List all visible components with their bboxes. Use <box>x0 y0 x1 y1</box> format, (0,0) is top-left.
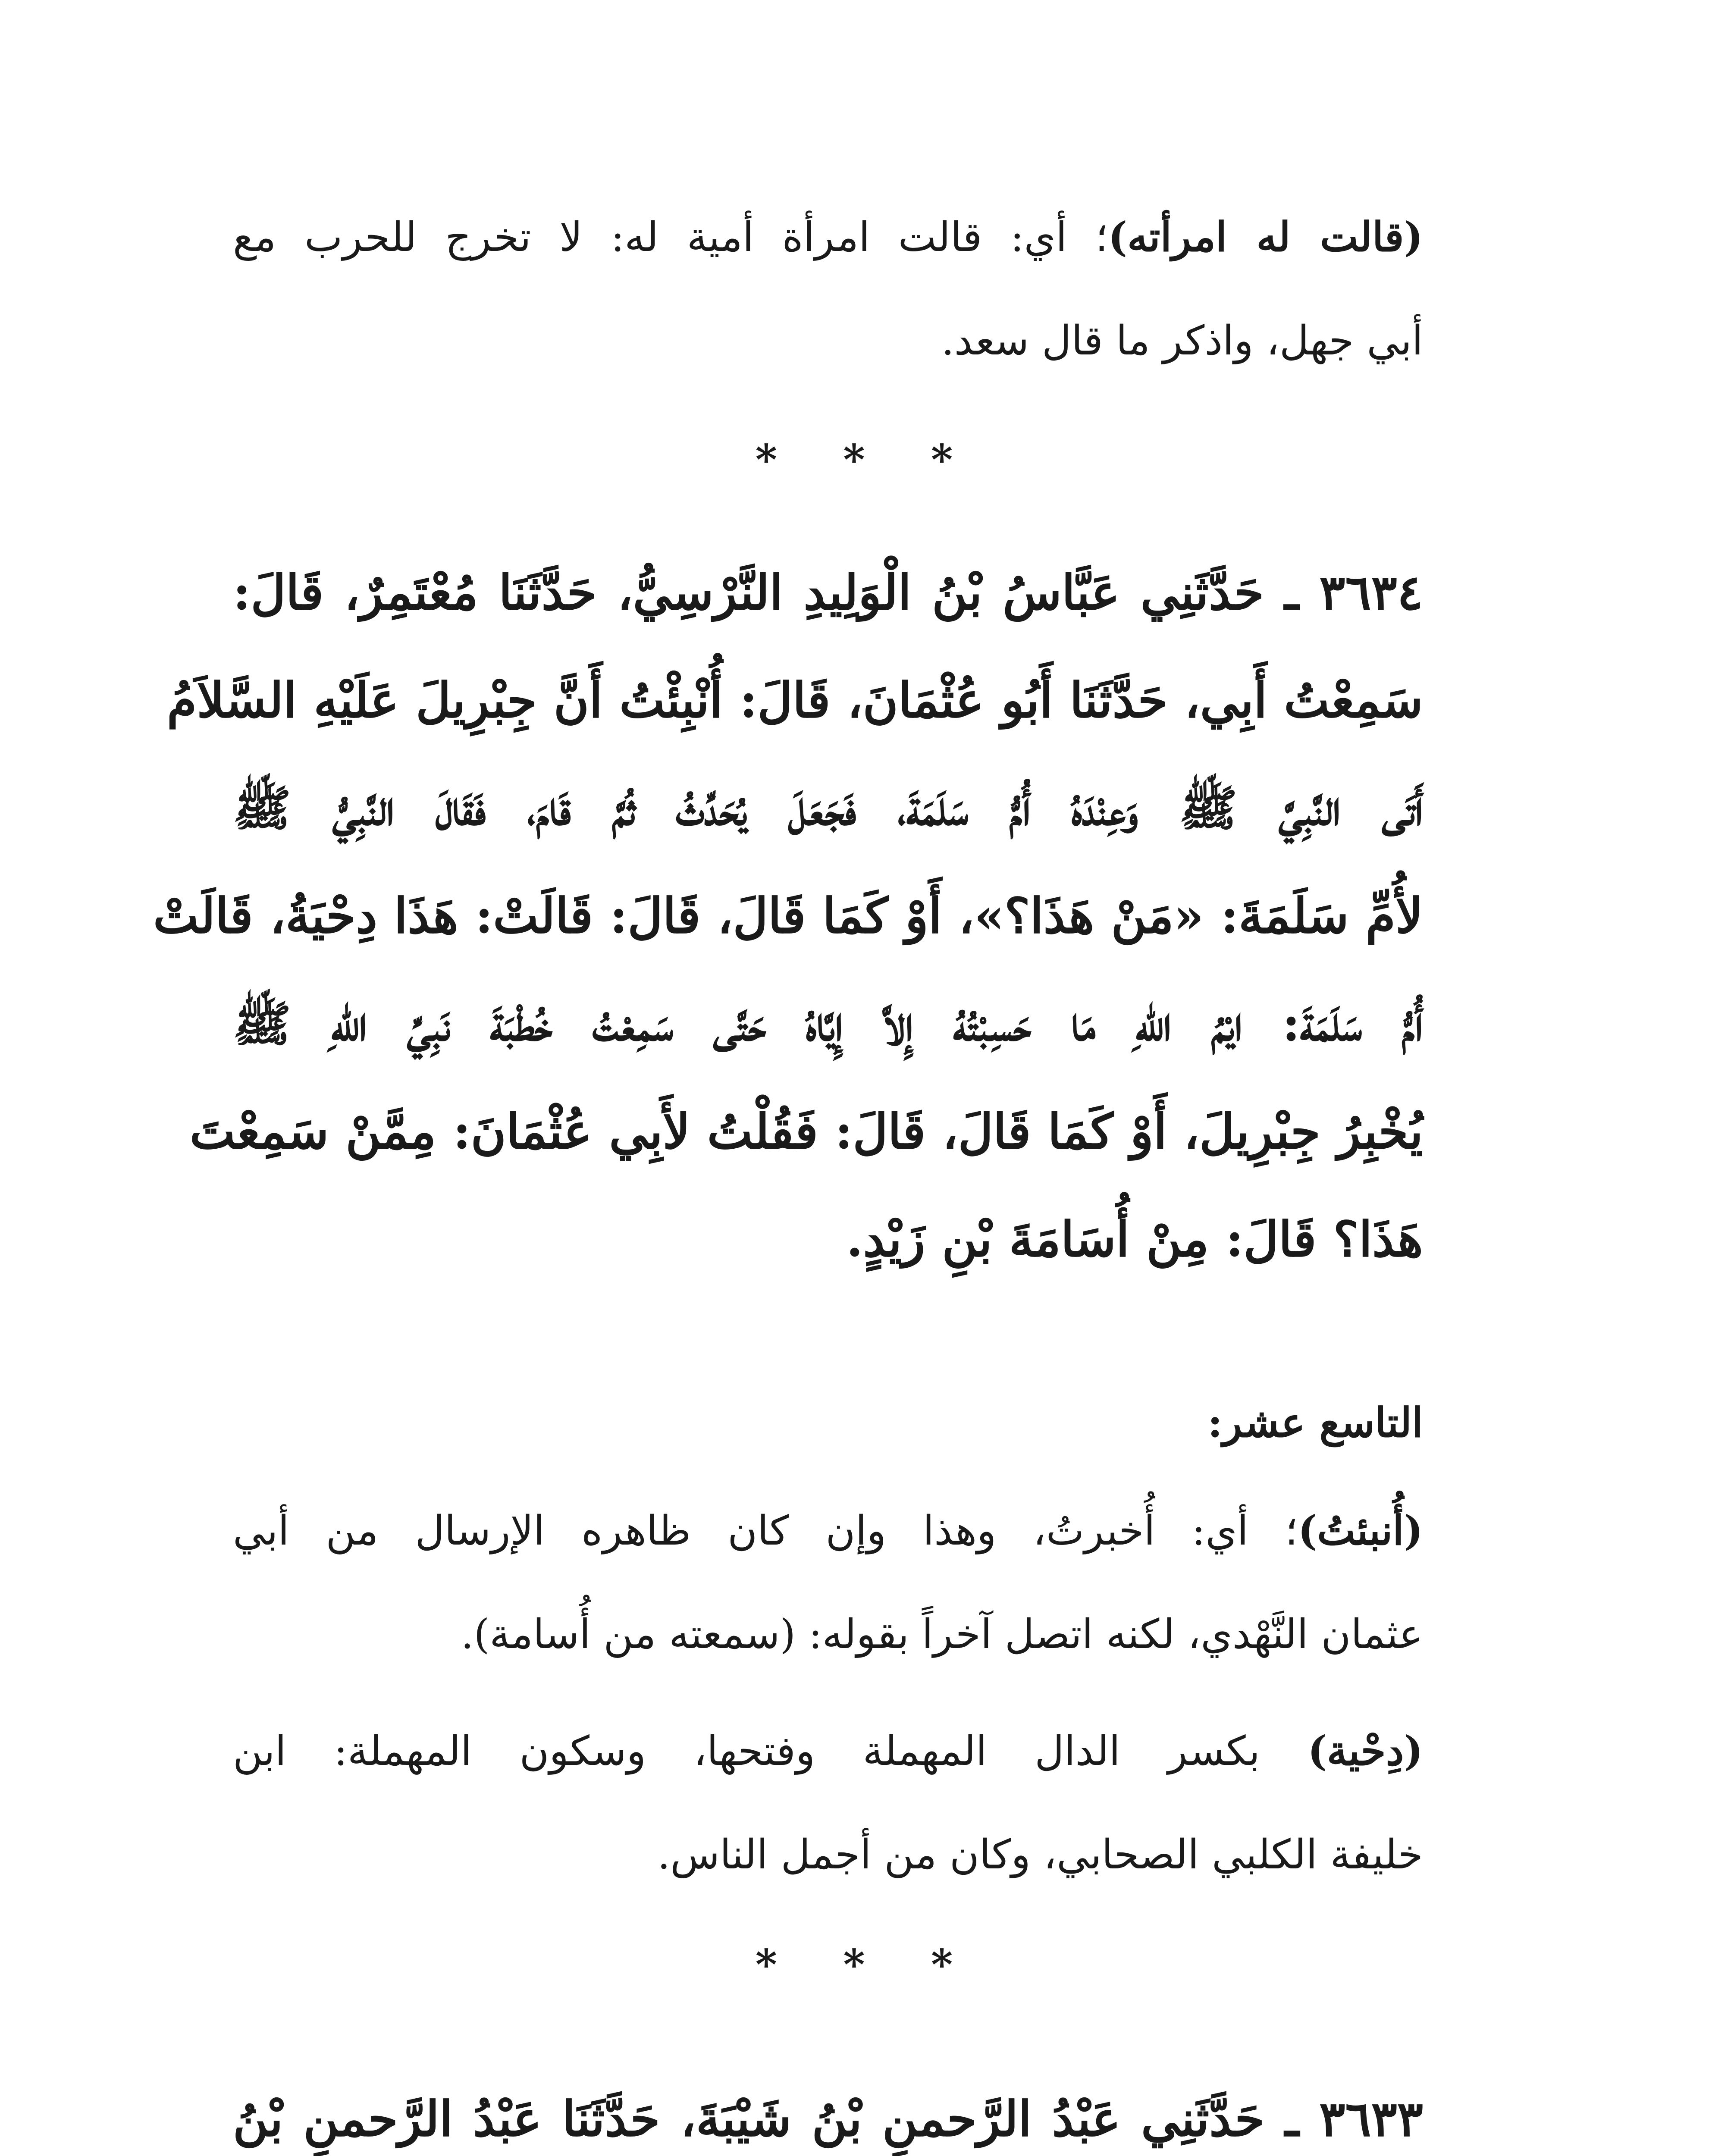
commentary-text: بكسر الدال المهملة وفتحها، وسكون المهملة: ابن <box>233 1728 1308 1775</box>
hadith-line: لأُمِّ سَلَمَةَ: «مَنْ هَذَا؟»، أَوْ كَمَا قَالَ، قَالَ: قَالَتْ: هَذَا دِحْيَةُ، قَالَتْ <box>153 888 1423 944</box>
hadith-line: سَمِعْتُ أَبِي، حَدَّثَنَا أَبُو عُثْمَانَ، قَالَ: أُنْبِئْتُ أَنَّ جِبْرِيلَ عَلَيْهِ السَّلاَمُ <box>167 672 1423 729</box>
commentary-text: ؛ أي: أُخبرتُ، وهذا وإن كان ظاهره الإرسال من أبي <box>233 1507 1298 1554</box>
commentary-text: ؛ أي: قالت امرأة أمية له: لا تخرج للحرب مع <box>233 214 1108 261</box>
section-separator: * * * <box>755 436 979 484</box>
commentary-paragraph-1 <box>233 185 1423 393</box>
heading-text: التاسع عشر: <box>1207 1399 1423 1447</box>
commentary-line <box>233 1479 1423 1583</box>
commentary-line: أبي جهل، واذكر ما قال سعد. <box>941 317 1423 364</box>
section-separator: * * * <box>755 1940 979 1989</box>
hadith-3634 <box>153 539 1423 1294</box>
commentary-line <box>233 185 1423 289</box>
section-heading <box>233 1371 1423 1475</box>
hadith-line: أَتَى النَّبِيَّ ﷺ وَعِنْدَهُ أُمُّ سَلَمَةَ، فَجَعَلَ يُحَدِّثُ ثُمَّ قَامَ، فَقَالَ النَّبِيُّ ﷺ <box>233 780 1423 837</box>
quoted-phrase: (قالت له امرأته) <box>1108 213 1423 261</box>
hadith-line: يُخْبِرُ جِبْرِيلَ، أَوْ كَمَا قَالَ، قَالَ: فَقُلْتُ لأَبِي عُثْمَانَ: مِمَّنْ سَمِعْتَ <box>189 1103 1423 1160</box>
commentary-line: خليفة الكلبي الصحابي، وكان من أجمل الناس. <box>657 1831 1423 1878</box>
quoted-phrase: (أُنبئتُ) <box>1298 1507 1423 1554</box>
quoted-phrase: (دِحْية) <box>1308 1727 1423 1775</box>
hadith-line: ٣٦٣٣ ـ حَدَّثَنِي عَبْدُ الرَّحمنِ بْنُ شَيْبَةَ، حَدَّثَنَا عَبْدُ الرَّحمنِ بْنُ <box>233 2091 1423 2147</box>
hadith-line: هَذَا؟ قَالَ: مِنْ أُسَامَةَ بْنِ زَيْدٍ. <box>846 1211 1423 1268</box>
hadith-3633 <box>233 2065 1423 2156</box>
commentary-line <box>233 1699 1423 1803</box>
hadith-line: أُمُّ سَلَمَةَ: ايْمُ اللهِ مَا حَسِبْتُهُ إِلاَّ إِيَّاهُ حَتَّى سَمِعْتُ خُطْبَةَ نَبِيِّ اللهِ ﷺ <box>233 996 1423 1052</box>
commentary-line: عثمان النَّهْدي، لكنه اتصل آخراً بقوله: (سمعته من أُسامة). <box>461 1611 1423 1658</box>
hadith-line: ٣٦٣٤ ـ حَدَّثَنِي عَبَّاسُ بْنُ الْوَلِيدِ النَّرْسِيُّ، حَدَّثَنَا مُعْتَمِرٌ، قَالَ: <box>233 564 1423 621</box>
commentary-paragraph-2 <box>233 1479 1423 1907</box>
